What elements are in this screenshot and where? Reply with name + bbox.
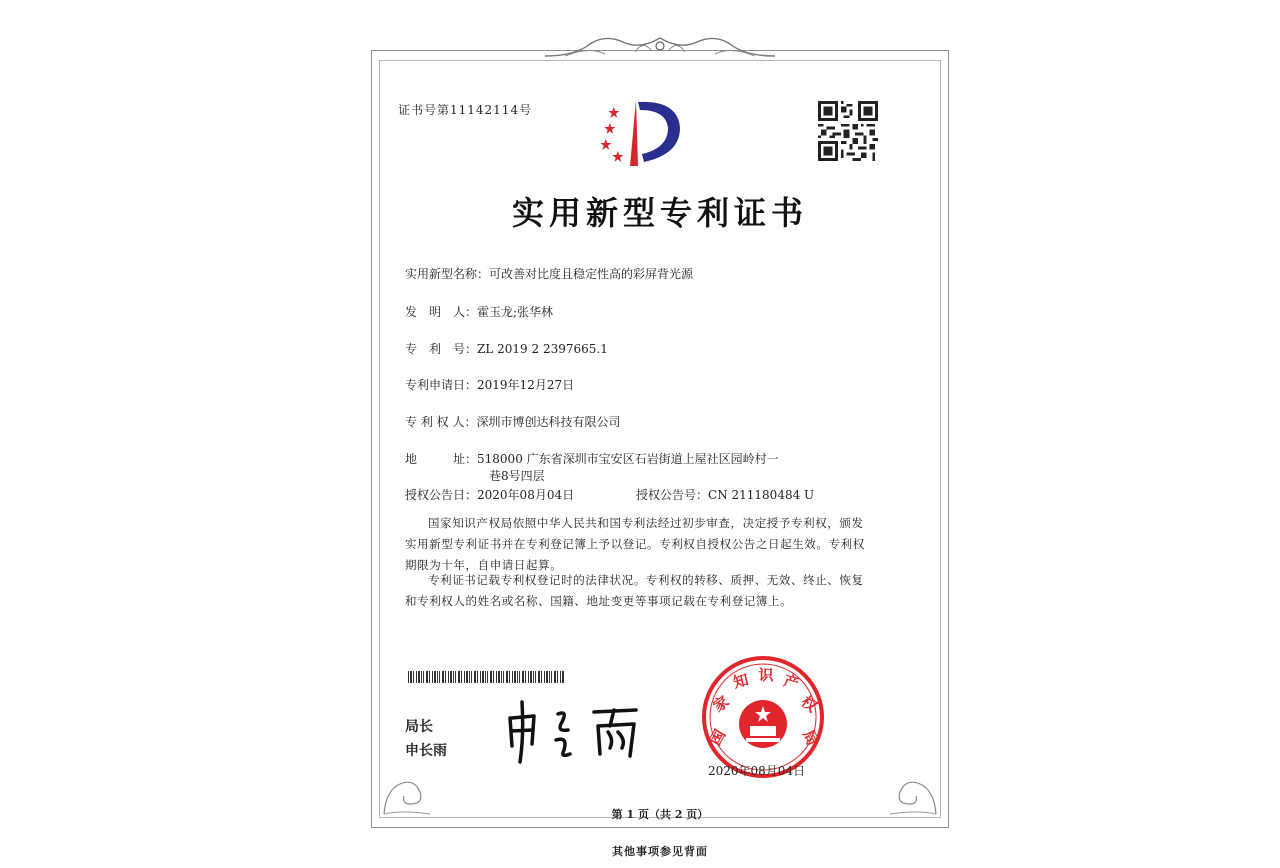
grant-number-label: 授权公告号： — [636, 488, 709, 502]
grant-number-value: CN 211180484 U — [708, 488, 815, 502]
address-value-line1: 518000 广东省深圳市宝安区石岩街道上屋社区园岭村一 — [477, 452, 779, 466]
footer-note: 其他事项参见背面 — [612, 845, 708, 858]
certificate-number: 证书号第11142114号 — [398, 103, 533, 117]
utility-model-name-value: 可改善对比度且稳定性高的彩屏背光源 — [489, 267, 694, 281]
grant-date-label: 授权公告日： — [405, 488, 478, 502]
grant-date-row — [405, 487, 574, 504]
address-label: 地 址： — [405, 452, 478, 466]
top-ornament — [545, 32, 775, 62]
svg-text:局: 局 — [798, 726, 822, 749]
barcode — [408, 671, 564, 683]
inventor-label: 发 明 人： — [405, 305, 478, 319]
seal-date: 2020年08月04日 — [708, 764, 806, 778]
svg-text:产: 产 — [781, 671, 802, 693]
address-row — [405, 451, 779, 468]
svg-text:知: 知 — [731, 670, 751, 692]
svg-text:识: 识 — [758, 666, 774, 684]
legal-status-paragraph: 专利证书记载专利权登记时的法律状况。专利权的转移、质押、无效、终止、恢复和专利权人的姓名或名称、国籍、地址变更等事项记载在专利登记簿上。 — [405, 573, 864, 608]
director-title: 局长 — [405, 719, 433, 735]
address-value-line2: 巷8号四层 — [489, 469, 545, 483]
filing-date-row — [405, 377, 574, 394]
utility-model-name-row — [405, 266, 693, 283]
filing-date-label: 专利申请日： — [405, 378, 478, 392]
page-indicator: 第 1 页（共 2 页） — [611, 808, 709, 821]
certificate-title: 实用新型专利证书 — [511, 194, 808, 232]
director-signature — [498, 696, 648, 768]
grant-number-row — [636, 487, 814, 504]
filing-date-value: 2019年12月27日 — [477, 378, 575, 392]
certificate-inner-border — [379, 60, 941, 818]
patent-office-logo-icon — [586, 92, 686, 170]
svg-text:家: 家 — [709, 692, 733, 716]
qr-code — [818, 101, 878, 161]
patent-number-value: ZL 2019 2 2397665.1 — [477, 342, 608, 356]
grant-date-value: 2020年08月04日 — [477, 488, 575, 502]
inventor-value: 霍玉龙;张华林 — [477, 305, 554, 319]
patent-number-row — [405, 341, 608, 358]
utility-model-name-label: 实用新型名称： — [405, 267, 490, 281]
grant-statement-paragraph: 国家知识产权局依照中华人民共和国专利法经过初步审查，决定授予专利权，颁发实用新型专利证书并在专利登记簿上予以登记。专利权自授权公告之日起生效。专利权期限为十年，自申请日起算。 — [405, 516, 865, 572]
director-name: 申长雨 — [405, 743, 447, 759]
patentee-row — [405, 414, 620, 431]
inventor-row — [405, 304, 553, 321]
svg-text:权: 权 — [797, 692, 821, 716]
patent-number-label: 专 利 号： — [405, 342, 478, 356]
patentee-value: 深圳市博创达科技有限公司 — [476, 415, 621, 429]
patentee-label: 专 利 权 人： — [405, 415, 477, 429]
svg-text:国: 国 — [706, 726, 730, 749]
